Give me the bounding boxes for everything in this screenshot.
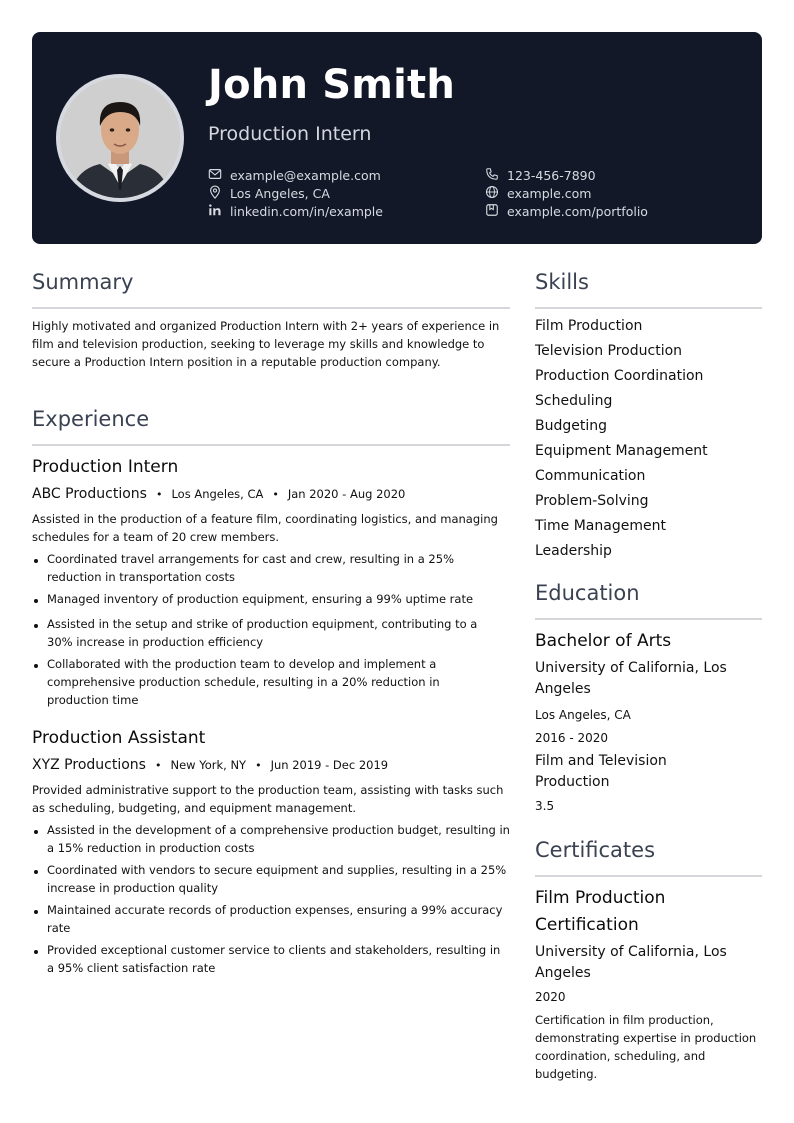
candidate-role: Production Intern — [208, 123, 372, 145]
list-item: Assisted in the setup and strike of production equipment, contributing to a 30% increase in production efficiency — [32, 615, 504, 651]
certificate-issuer: University of California, Los Angeles — [535, 944, 727, 981]
job-company: XYZ Productions — [32, 757, 146, 773]
candidate-name: John Smith — [208, 62, 456, 108]
skill-item: Scheduling — [535, 393, 613, 409]
education-dates: 2016 - 2020 — [535, 731, 609, 745]
contact-phone[interactable] — [485, 166, 596, 184]
skill-item: Problem-Solving — [535, 493, 649, 509]
separator-dot: • — [272, 488, 279, 501]
job-description: Provided administrative support to the production team, assisting with tasks such as scheduling, budgeting, and equipment management. — [32, 783, 504, 815]
degree-title: Bachelor of Arts — [535, 631, 672, 651]
certificate-description: Certification in film production, demonstrating expertise in production coordination, scheduling, and budgeting. — [535, 1013, 757, 1081]
certificates-heading: Certificates — [535, 838, 656, 862]
skill-item: Time Management — [535, 518, 666, 534]
separator-dot: • — [154, 759, 162, 772]
contact-location — [208, 184, 330, 202]
certificates-divider — [535, 875, 762, 877]
skill-item: Budgeting — [535, 418, 608, 434]
job-bullets — [32, 550, 504, 709]
globe-icon — [485, 185, 501, 201]
contact-email-text: example@example.com — [230, 167, 381, 183]
job-dates: Jan 2020 - Aug 2020 — [287, 487, 406, 501]
certificate-title: Film Production Certification — [535, 888, 666, 935]
education-field: Film and Television Production — [535, 753, 667, 790]
job-location: New York, NY — [170, 758, 247, 772]
skills-heading: Skills — [535, 270, 589, 294]
skills-list — [535, 314, 708, 564]
contact-location-text: Los Angeles, CA — [230, 185, 330, 201]
contact-linkedin[interactable] — [208, 202, 383, 220]
list-item: Coordinated travel arrangements for cast and crew, resulting in a 25% reduction in transportation costs — [32, 550, 504, 586]
experience-heading: Experience — [32, 407, 150, 431]
skills-divider — [535, 307, 762, 309]
profile-photo — [56, 74, 184, 202]
linkedin-icon — [208, 203, 224, 219]
job-meta — [32, 757, 388, 773]
job-title: Production Intern — [32, 457, 179, 477]
list-item: Collaborated with the production team to develop and implement a comprehensive production schedule, resulting in a 20% reduction in production time — [32, 655, 504, 709]
experience-divider — [32, 444, 510, 446]
education-gpa: 3.5 — [535, 799, 555, 813]
mail-icon — [208, 167, 224, 183]
education-heading: Education — [535, 581, 640, 605]
contact-portfolio-text: example.com/portfolio — [507, 203, 648, 219]
contact-website-text: example.com — [507, 185, 592, 201]
separator-dot: • — [155, 488, 163, 501]
location-pin-icon — [208, 185, 224, 201]
list-item: Managed inventory of production equipment, ensuring a 99% uptime rate — [32, 590, 504, 608]
education-school: University of California, Los Angeles — [535, 660, 727, 697]
summary-text: Highly motivated and organized Production Intern with 2+ years of experience in film and television production, seeking to leverage my skills and knowledge to secure a Production Intern position in a reputable production company. — [32, 319, 500, 369]
skill-item: Leadership — [535, 543, 612, 559]
list-item: Assisted in the development of a comprehensive production budget, resulting in a 15% reduction in production costs — [32, 821, 510, 857]
separator-dot: • — [255, 759, 262, 772]
contact-email[interactable] — [208, 166, 381, 184]
list-item: Provided exceptional customer service to clients and stakeholders, resulting in a 95% client satisfaction rate — [32, 941, 510, 977]
job-bullets — [32, 821, 510, 977]
summary-divider — [32, 307, 510, 309]
list-item: Coordinated with vendors to secure equipment and supplies, resulting in a 25% increase in production quality — [32, 861, 510, 897]
job-dates: Jun 2019 - Dec 2019 — [270, 758, 389, 772]
job-location: Los Angeles, CA — [171, 487, 264, 501]
job-company: ABC Productions — [32, 486, 147, 502]
job-meta — [32, 486, 405, 502]
contact-portfolio[interactable] — [485, 202, 648, 220]
certificate-year: 2020 — [535, 990, 566, 1004]
contact-phone-text: 123-456-7890 — [507, 167, 596, 183]
education-divider — [535, 618, 762, 620]
summary-heading: Summary — [32, 270, 134, 294]
skill-item: Television Production — [535, 343, 683, 359]
skill-item: Production Coordination — [535, 368, 704, 384]
contact-website[interactable] — [485, 184, 591, 202]
skill-item: Equipment Management — [535, 443, 708, 459]
portfolio-icon — [485, 203, 501, 219]
phone-icon — [485, 167, 501, 183]
contact-linkedin-text: linkedin.com/in/example — [230, 203, 383, 219]
education-location: Los Angeles, CA — [535, 708, 631, 722]
job-description: Assisted in the production of a feature film, coordinating logistics, and managing schedules for a team of 20 crew members. — [32, 512, 498, 544]
list-item: Maintained accurate records of production expenses, ensuring a 99% accuracy rate — [32, 901, 510, 937]
job-title: Production Assistant — [32, 728, 206, 748]
skill-item: Film Production — [535, 318, 643, 334]
skill-item: Communication — [535, 468, 646, 484]
resume-header — [32, 32, 762, 244]
person-portrait-icon — [60, 78, 180, 198]
